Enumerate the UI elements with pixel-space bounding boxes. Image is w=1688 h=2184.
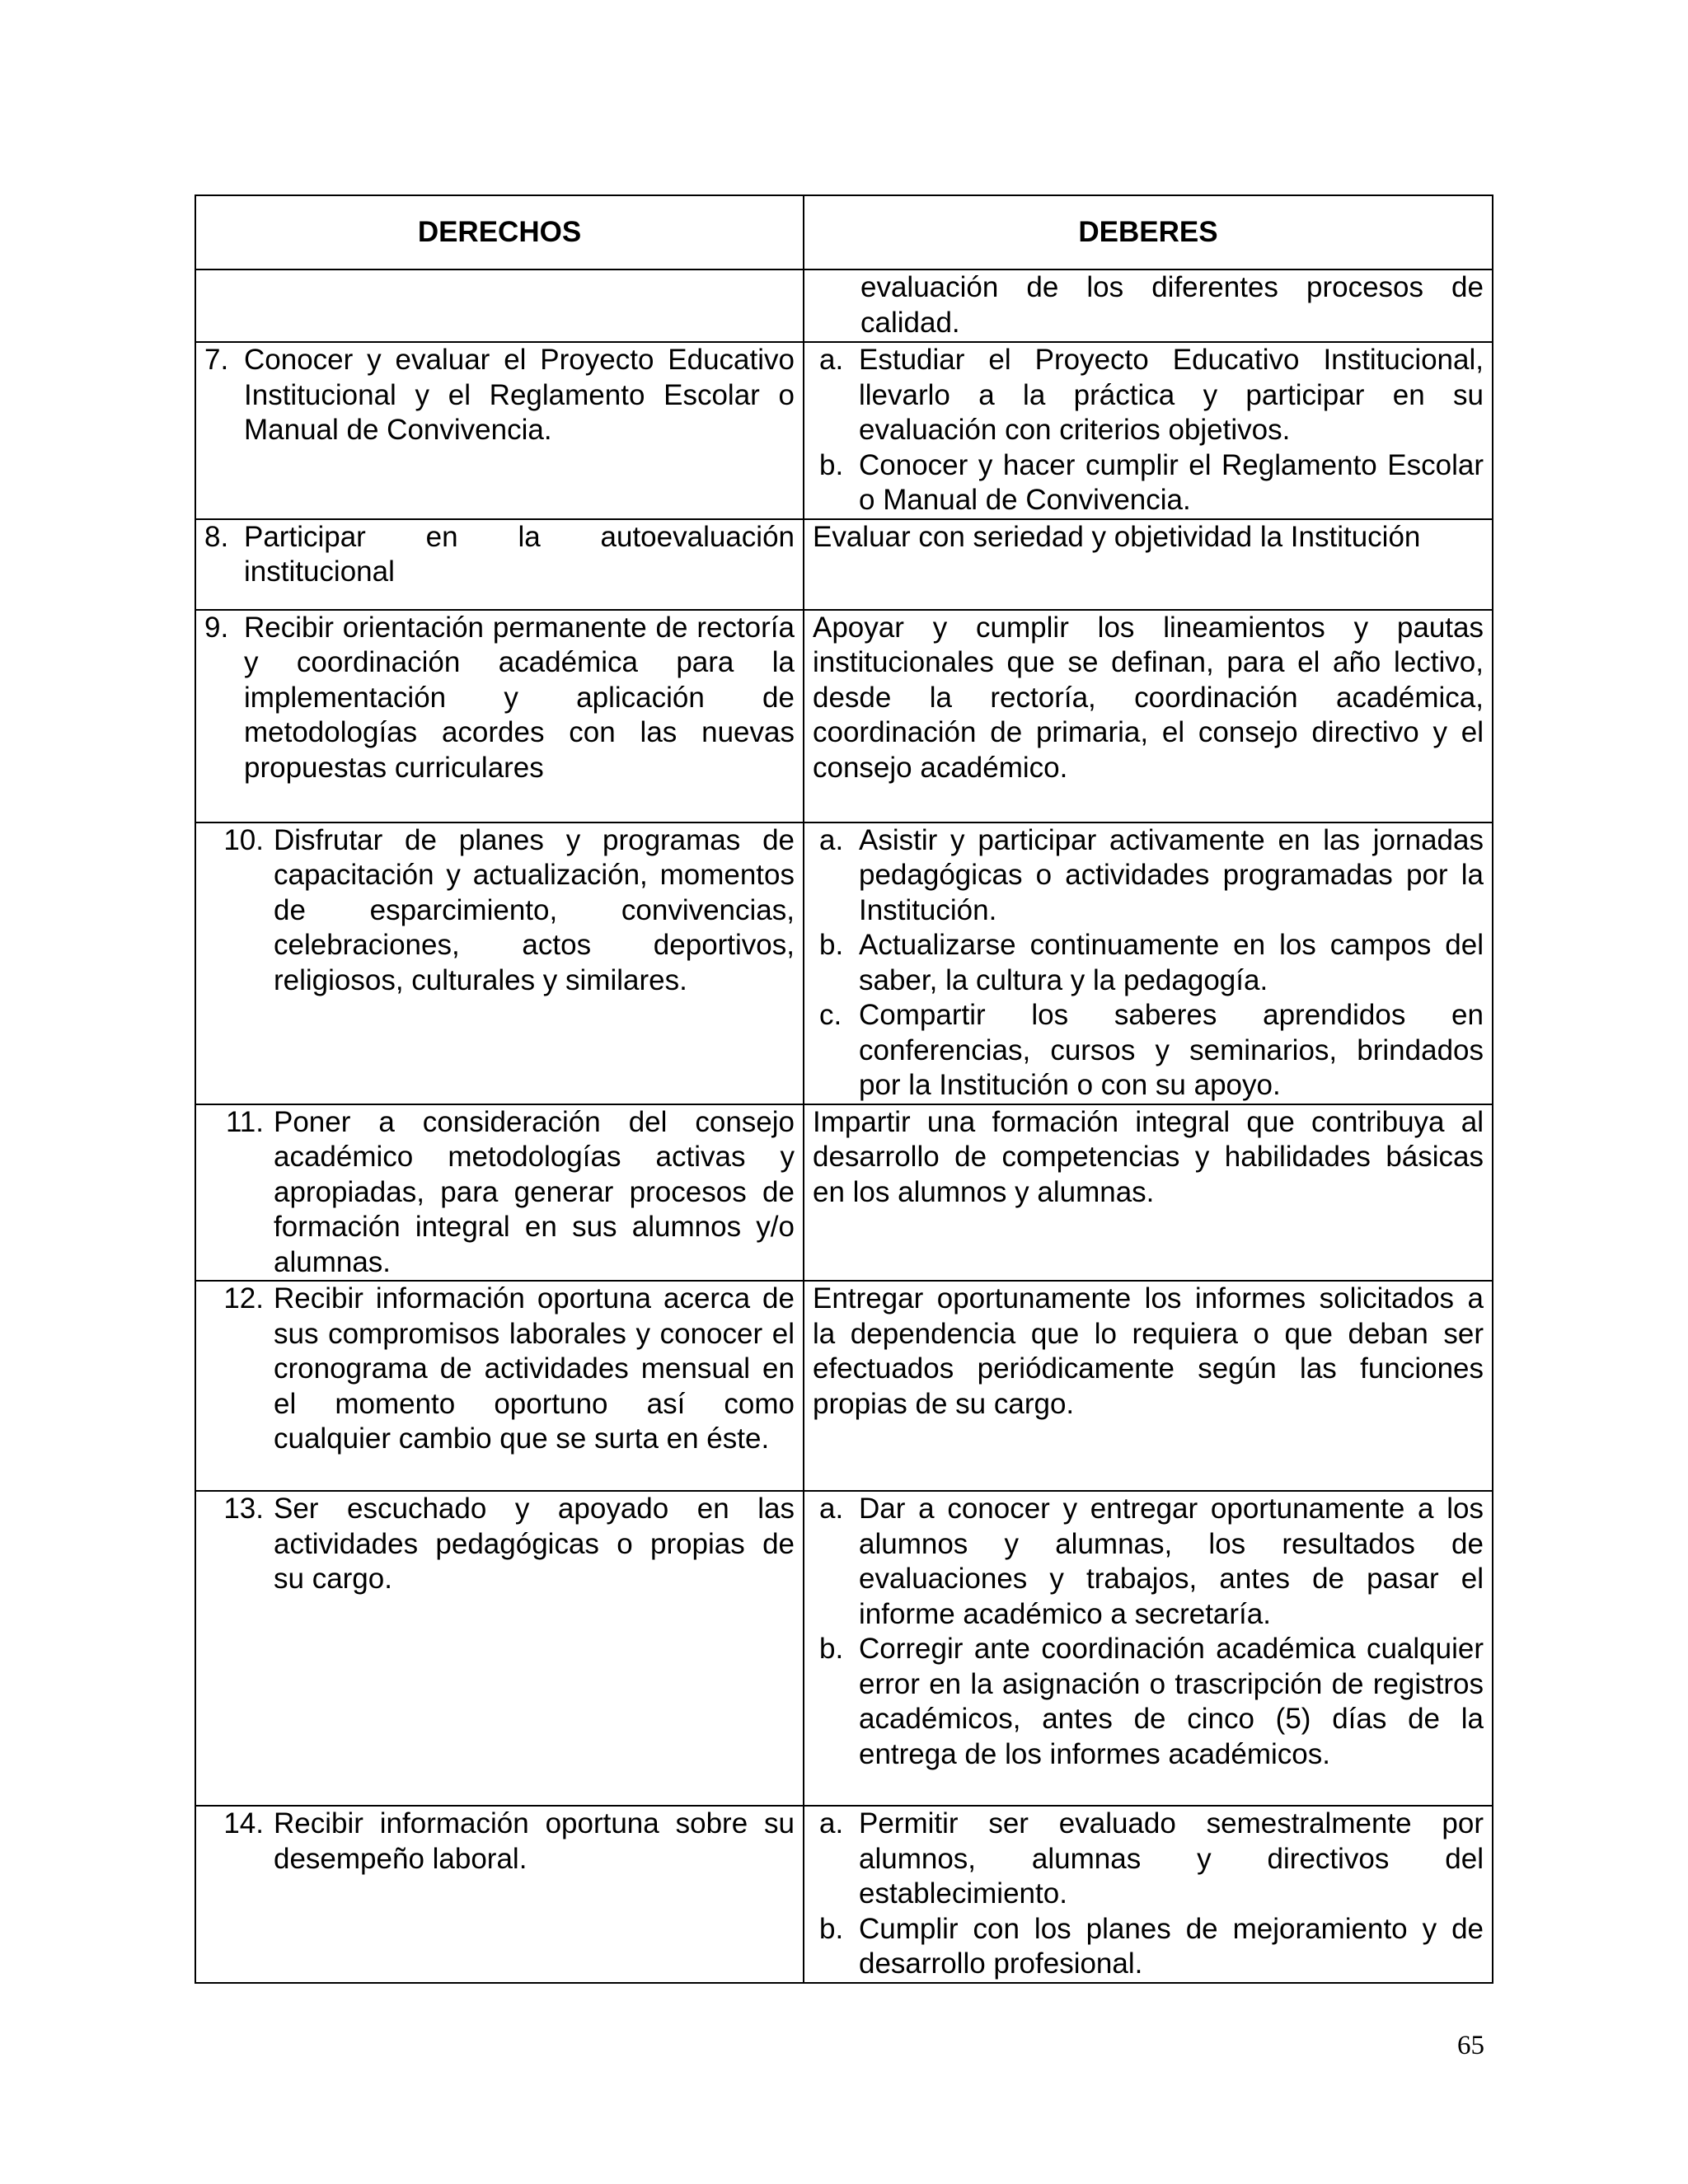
page-number: 65	[1457, 2031, 1484, 2060]
right-number: 10.	[223, 823, 264, 856]
right-text: Participar en la autoevaluación institucional	[244, 520, 795, 588]
duty-text: Estudiar el Proyecto Educativo Institucional, llevarlo a la práctica y participar en su evaluación con criterios objetivos.	[859, 344, 1484, 446]
duty-cell	[804, 823, 1493, 1104]
table-row	[195, 519, 1493, 610]
duty-text: Dar a conocer y entregar oportunamente a los alumnos y alumnas, los resultados de evaluaciones y trabajos, antes de pasar el informe académico a secretaría.	[859, 1493, 1484, 1630]
duty-letter: a.	[819, 823, 844, 856]
right-cell	[195, 823, 804, 1104]
header-derechos: DERECHOS	[195, 195, 804, 269]
duty-text: Corregir ante coordinación académica cualquier error en la asignación o trascripción de registros académicos, antes de cinco (5) días de la entrega de los informes académicos.	[859, 1633, 1484, 1770]
table-row	[195, 610, 1493, 823]
duty-text: Cumplir con los planes de mejoramiento y de desarrollo profesional.	[859, 1912, 1484, 1980]
table-row	[195, 1281, 1493, 1491]
table-row	[195, 1104, 1493, 1282]
duty-letter: a.	[819, 344, 844, 376]
right-number: 8.	[204, 520, 229, 553]
duty-text: Asistir y participar activamente en las jornadas pedagógicas o actividades programadas por la Institución.	[859, 823, 1484, 926]
duty-letter: b.	[819, 929, 844, 961]
duty-text: Actualizarse continuamente en los campos del saber, la cultura y la pedagogía.	[859, 929, 1484, 996]
right-number: 11.	[225, 1105, 264, 1138]
right-cell	[195, 1806, 804, 1983]
right-cell	[195, 1491, 804, 1806]
right-number: 12.	[223, 1282, 264, 1315]
rights-duties-table	[195, 194, 1493, 1984]
duty-letter: b.	[819, 1912, 844, 1945]
right-text: Poner a consideración del consejo académico metodologías activas y apropiadas, para generar procesos de formación integral en sus alumnos y/o alumnas.	[274, 1105, 795, 1278]
duty-text: Apoyar y cumplir los lineamientos y pautas institucionales que se definan, para el año lectivo, desde la rectoría, coordinación académica, coordinación de primaria, el consejo directivo y el consejo académico.	[813, 611, 1484, 784]
table-row	[195, 1806, 1493, 1983]
duty-text: Entregar oportunamente los informes solicitados a la dependencia que lo requiera o que deban ser efectuados periódicamente según las funciones propias de su cargo.	[813, 1282, 1484, 1420]
duty-text: Evaluar con seriedad y objetividad la Institución	[813, 520, 1421, 553]
right-cell	[195, 519, 804, 610]
duty-letter: c.	[819, 999, 842, 1031]
right-text: Disfrutar de planes y programas de capacitación y actualización, momentos de esparcimiento, convivencias, celebraciones, actos deportivos, religiosos, culturales y similares.	[274, 823, 795, 996]
right-text: Ser escuchado y apoyado en las actividades pedagógicas o propias de su cargo.	[274, 1493, 795, 1595]
right-cell	[195, 1281, 804, 1491]
right-text: Conocer y evaluar el Proyecto Educativo Institucional y el Reglamento Escolar o Manual de Convivencia.	[244, 344, 795, 446]
duty-letter: a.	[819, 1807, 844, 1840]
duty-cell	[804, 610, 1493, 823]
duty-continuation: evaluación de los diferentes procesos de calidad.	[860, 271, 1484, 339]
duty-cell	[804, 1491, 1493, 1806]
duty-text: Compartir los saberes aprendidos en conferencias, cursos y seminarios, brindados por la Institución o con su apoyo.	[859, 999, 1484, 1101]
right-text: Recibir información oportuna acerca de sus compromisos laborales y conocer el cronograma de actividades mensual en el momento oportuno así como cualquier cambio que se surta en éste.	[274, 1282, 795, 1455]
right-number: 7.	[204, 344, 229, 376]
table-row	[195, 1491, 1493, 1806]
right-cell	[195, 342, 804, 519]
duty-cell	[804, 342, 1493, 519]
duty-text: Conocer y hacer cumplir el Reglamento Escolar o Manual de Convivencia.	[859, 448, 1484, 516]
duty-cell	[804, 519, 1493, 610]
duty-cell	[804, 1806, 1493, 1983]
duty-cell	[804, 1281, 1493, 1491]
duty-text: Permitir ser evaluado semestralmente por alumnos, alumnas y directivos del establecimiento.	[859, 1807, 1484, 1910]
right-text: Recibir orientación permanente de rectoría y coordinación académica para la implementación y aplicación de metodologías acordes con las nuevas propuestas curriculares	[244, 611, 795, 784]
table-row	[195, 823, 1493, 1104]
right-number: 14.	[223, 1807, 264, 1840]
duty-cell	[804, 1104, 1493, 1282]
table-row	[195, 269, 1493, 342]
header-deberes: DEBERES	[804, 195, 1493, 269]
duty-letter: a.	[819, 1493, 844, 1525]
right-number: 9.	[204, 611, 229, 644]
right-cell	[195, 1104, 804, 1282]
duty-cell	[804, 269, 1493, 342]
table-row	[195, 342, 1493, 519]
duty-text: Impartir una formación integral que contribuya al desarrollo de competencias y habilidades básicas en los alumnos y alumnas.	[813, 1105, 1484, 1208]
right-text: Recibir información oportuna sobre su desempeño laboral.	[274, 1807, 795, 1875]
duty-letter: b.	[819, 448, 844, 481]
right-number: 13.	[223, 1493, 264, 1525]
duty-letter: b.	[819, 1633, 844, 1665]
table-header-row	[195, 195, 1493, 269]
right-cell	[195, 610, 804, 823]
right-cell	[195, 269, 804, 342]
